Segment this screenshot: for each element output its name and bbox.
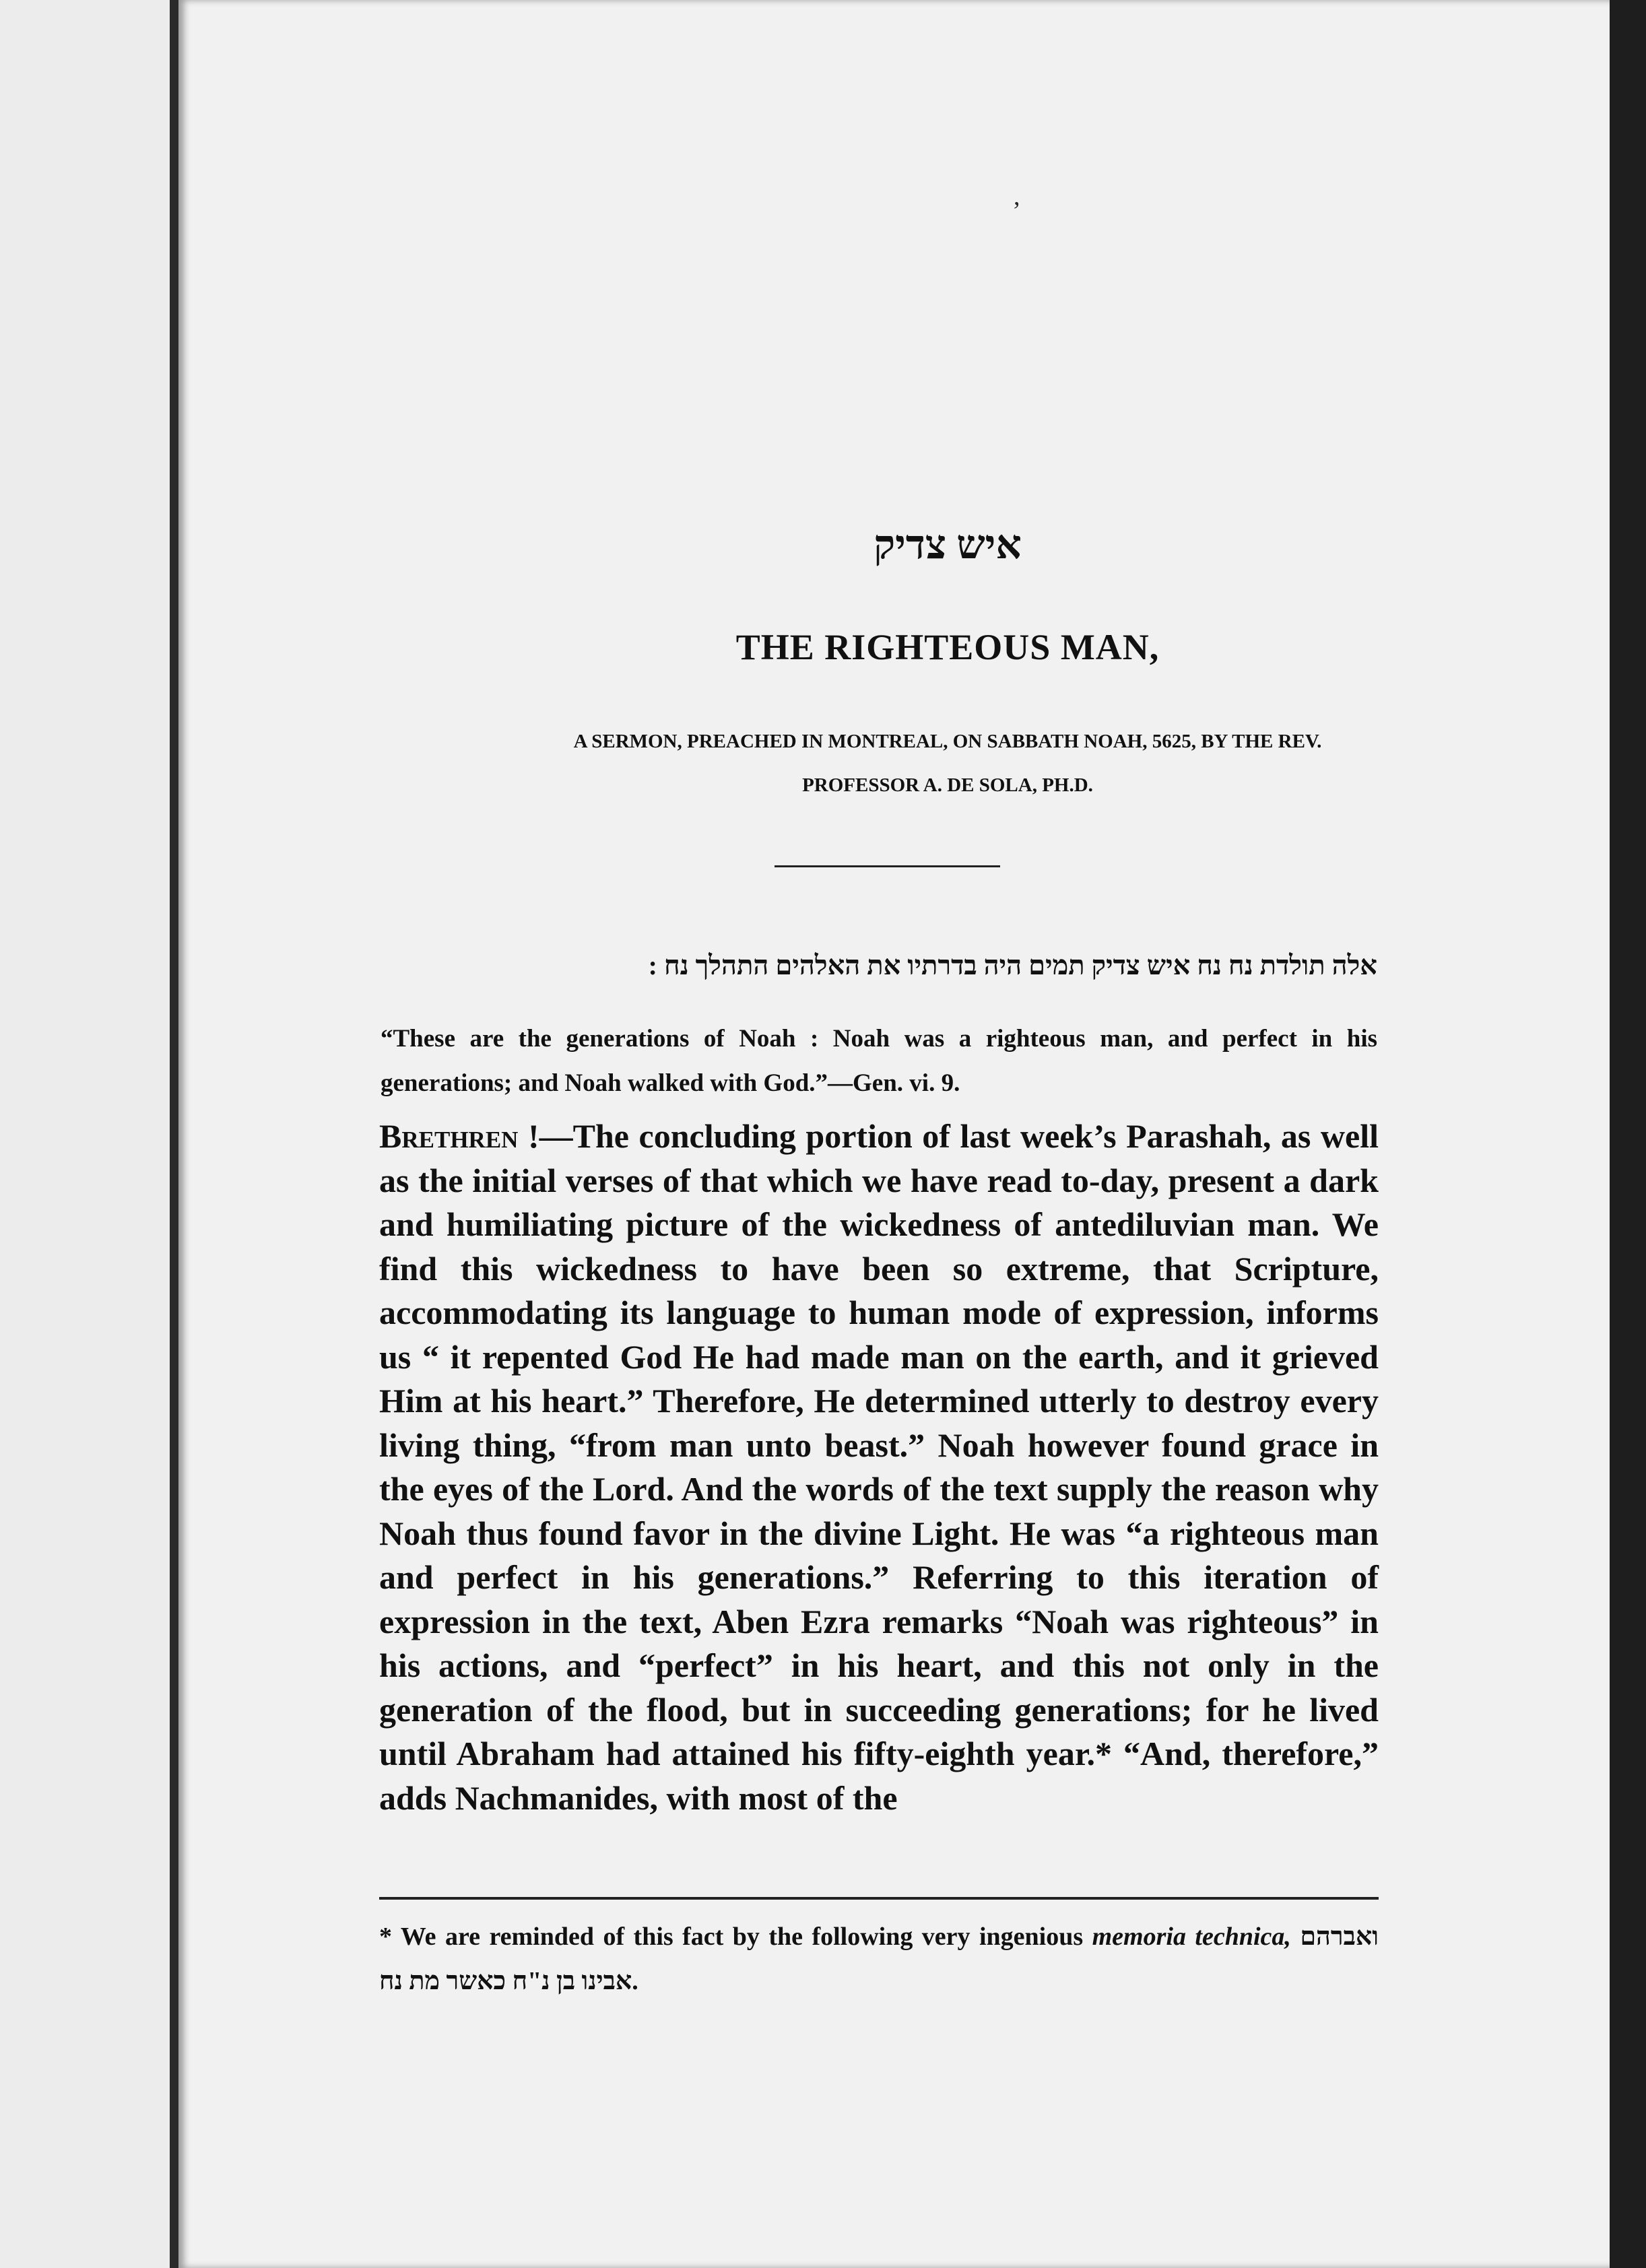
facing-page-margin bbox=[0, 0, 170, 2268]
hebrew-title: איש צדיק bbox=[874, 523, 1022, 567]
footnote-divider bbox=[379, 1897, 1379, 1900]
scan-border bbox=[1610, 0, 1646, 2268]
title-divider bbox=[775, 865, 1000, 867]
hebrew-verse: אלה תולדת נח נח איש צדיק תמים היה בדרתיו את האלהים התהלך נח : bbox=[648, 950, 1377, 980]
sermon-author: PROFESSOR A. DE SOLA, PH.D. bbox=[802, 774, 1093, 796]
page-mark: , bbox=[1014, 182, 1020, 211]
body-paragraph: —The concluding portion of last week’s Parashah, as well as the initial verses of that which we have read to-day, present a dark and humiliating picture of the wickedness of antediluvian man. We find this wickedness to have been so extreme, that Scripture, accommodating its language to human mode of expression, informs us “ it repented God He had made man on the earth, and it grieved Him at his heart.” Therefore, He determined utterly to destroy every living thing, “from man unto beast.” Noah however found grace in the eyes of the Lord. And the words of the text supply the reason why Noah thus found favor in the divine Light. He was “a righteous man and perfect in his generations.” Referring to this iteration of expression in the text, Aben Ezra remarks “Noah was righteous” in his actions, and “perfect” in his heart, and this not only in the generation of the flood, but in succeeding generations; for he lived until Abraham had attained his fifty-eighth year.* “And, therefore,” adds Nachmanides, with most of the bbox=[379, 1117, 1379, 1817]
sermon-subtitle: A SERMON, PREACHED IN MONTREAL, ON SABBATH NOAH, 5625, BY THE REV. bbox=[573, 731, 1322, 752]
opening-word: Brethren ! bbox=[379, 1117, 539, 1155]
footnote bbox=[379, 1914, 1379, 2003]
footnote-text: * We are reminded of this fact by the following very ingenious bbox=[379, 1923, 1084, 1951]
sermon-title: THE RIGHTEOUS MAN, bbox=[735, 627, 1160, 667]
footnote-hebrew: ואברהם אבינו בן נ"ח כאשר מת נח bbox=[379, 1923, 1379, 1995]
footnote-end: . bbox=[632, 1967, 638, 1995]
sermon-body bbox=[379, 1114, 1379, 1820]
footnote-italic: memoria technica, bbox=[1092, 1923, 1291, 1951]
epigraph-translation: “These are the generations of Noah : Noah was a righteous man, and perfect in his generations; and Noah walked with God.”—Gen. vi. 9. bbox=[381, 1025, 1377, 1097]
